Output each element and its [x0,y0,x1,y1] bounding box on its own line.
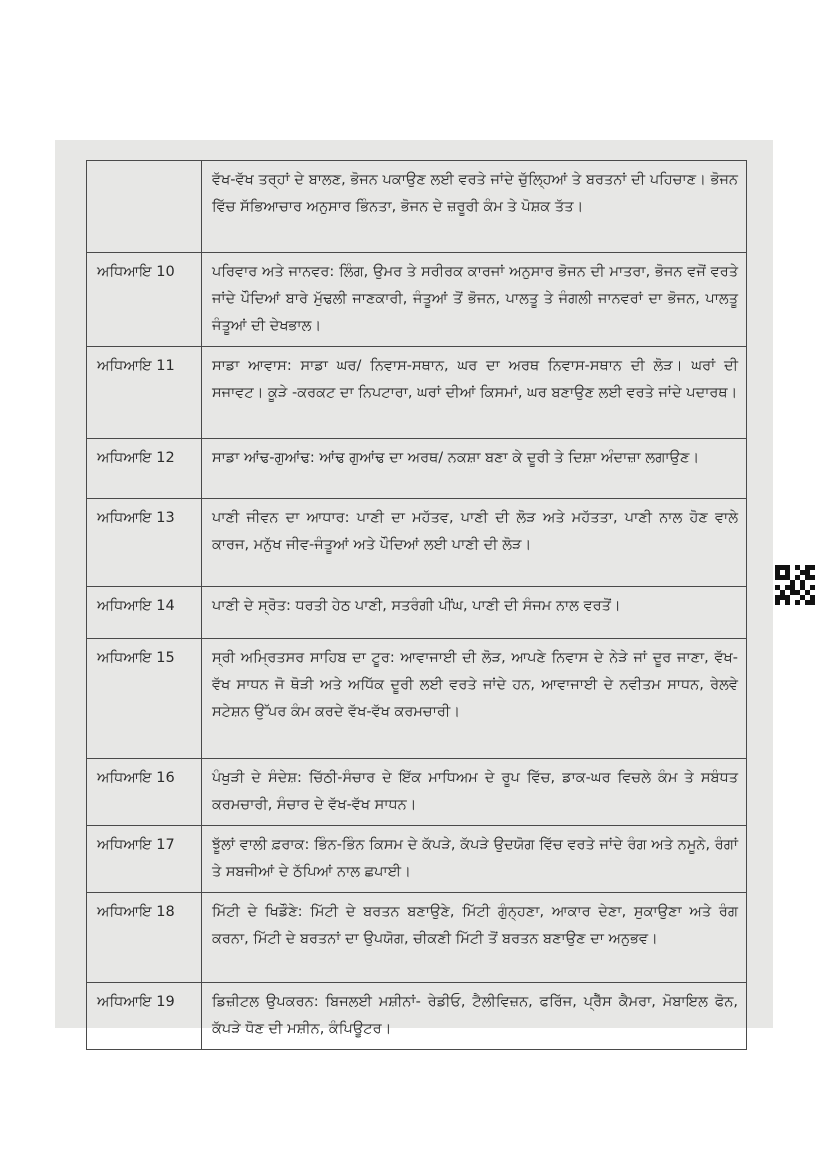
content-cell: ਪਰਿਵਾਰ ਅਤੇ ਜਾਨਵਰ: ਲਿੰਗ, ਉਮਰ ਤੇ ਸਰੀਰਕ ਕਾਰਜਾਂ ਅਨੁਸਾਰ ਭੋਜਨ ਦੀ ਮਾਤਰਾ, ਭੋਜਨ ਵਜੋਂ ਵਰਤੇ ਜਾਂਦੇ ਪੌਦਿਆਂ ਬਾਰੇ ਮੁੱਢਲੀ ਜਾਣਕਾਰੀ, ਜੰਤੂਆਂ ਤੋਂ ਭੋਜਨ, ਪਾਲਤੂ ਤੇ ਜੰਗਲੀ ਜਾਨਵਰਾਂ ਦਾ ਭੋਜਨ, ਪਾਲਤੂ ਜੰਤੂਆਂ ਦੀ ਦੇਖਭਾਲ। [202,253,747,347]
table-row [87,499,747,587]
content-cell: ਸਾਡਾ ਆਵਾਸ: ਸਾਡਾ ਘਰ/ ਨਿਵਾਸ-ਸਥਾਨ, ਘਰ ਦਾ ਅਰਥ ਨਿਵਾਸ-ਸਥਾਨ ਦੀ ਲੋੜ। ਘਰਾਂ ਦੀ ਸਜਾਵਟ। ਕੂੜੇ -ਕਰਕਟ ਦਾ ਨਿਪਟਾਰਾ, ਘਰਾਂ ਦੀਆਂ ਕਿਸਮਾਂ, ਘਰ ਬਣਾਉਣ ਲਈ ਵਰਤੇ ਜਾਂਦੇ ਪਦਾਰਥ। [202,347,747,439]
table-row [87,439,747,499]
chapter-cell: ਅਧਿਆਇ 19 [87,983,202,1050]
table-row [87,347,747,439]
table-row [87,759,747,826]
chapter-cell: ਅਧਿਆਇ 13 [87,499,202,587]
table-row [87,253,747,347]
table-row [87,161,747,253]
qr-code-icon[interactable] [775,565,815,605]
table-row [87,983,747,1050]
table-row [87,639,747,759]
table-row [87,587,747,639]
content-cell: ਵੱਖ-ਵੱਖ ਤਰ੍ਹਾਂ ਦੇ ਬਾਲਣ, ਭੋਜਨ ਪਕਾਉਣ ਲਈ ਵਰਤੇ ਜਾਂਦੇ ਚੁੱਲ੍ਹਿਆਂ ਤੇ ਬਰਤਨਾਂ ਦੀ ਪਹਿਚਾਣ। ਭੋਜਨ ਵਿੱਚ ਸੱਭਿਆਚਾਰ ਅਨੁਸਾਰ ਭਿੰਨਤਾ, ਭੋਜਨ ਦੇ ਜ਼ਰੂਰੀ ਕੰਮ ਤੇ ਪੋਸ਼ਕ ਤੱਤ। [202,161,747,253]
content-cell: ਮਿੱਟੀ ਦੇ ਖਿਡੌਣੇ: ਮਿੱਟੀ ਦੇ ਬਰਤਨ ਬਣਾਉਣੇ, ਮਿੱਟੀ ਗੁੰਨ੍ਹਣਾ, ਆਕਾਰ ਦੇਣਾ, ਸੁਕਾਉਣਾ ਅਤੇ ਰੰਗ ਕਰਨਾ, ਮਿੱਟੀ ਦੇ ਬਰਤਨਾਂ ਦਾ ਉਪਯੋਗ, ਚੀਕਣੀ ਮਿੱਟੀ ਤੋਂ ਬਰਤਨ ਬਣਾਉਣ ਦਾ ਅਨੁਭਵ। [202,893,747,983]
content-cell: ਪਾਣੀ ਜੀਵਨ ਦਾ ਆਧਾਰ: ਪਾਣੀ ਦਾ ਮਹੱਤਵ, ਪਾਣੀ ਦੀ ਲੋੜ ਅਤੇ ਮਹੱਤਤਾ, ਪਾਣੀ ਨਾਲ ਹੋਣ ਵਾਲੇ ਕਾਰਜ, ਮਨੁੱਖ ਜੀਵ-ਜੰਤੂਆਂ ਅਤੇ ਪੌਦਿਆਂ ਲਈ ਪਾਣੀ ਦੀ ਲੋੜ। [202,499,747,587]
content-cell: ਪੰਖੁੜੀ ਦੇ ਸੰਦੇਸ਼: ਚਿੱਠੀ-ਸੰਚਾਰ ਦੇ ਇੱਕ ਮਾਧਿਅਮ ਦੇ ਰੂਪ ਵਿੱਚ, ਡਾਕ-ਘਰ ਵਿਚਲੇ ਕੰਮ ਤੇ ਸਬੰਧਤ ਕਰਮਚਾਰੀ, ਸੰਚਾਰ ਦੇ ਵੱਖ-ਵੱਖ ਸਾਧਨ। [202,759,747,826]
chapter-cell: ਅਧਿਆਇ 11 [87,347,202,439]
table-row [87,826,747,893]
content-cell: ਝੂੱਲਾਂ ਵਾਲੀ ਫ਼ਰਾਕ: ਭਿੰਨ-ਭਿੰਨ ਕਿਸਮ ਦੇ ਕੱਪੜੇ, ਕੱਪੜੇ ਉਦਯੋਗ ਵਿੱਚ ਵਰਤੇ ਜਾਂਦੇ ਰੰਗ ਅਤੇ ਨਮੂਨੇ, ਰੰਗਾਂ ਤੇ ਸਬਜੀਆਂ ਦੇ ਠੱਪਿਆਂ ਨਾਲ ਛਪਾਈ। [202,826,747,893]
table-row [87,893,747,983]
chapter-cell: ਅਧਿਆਇ 10 [87,253,202,347]
chapter-cell: ਅਧਿਆਇ 12 [87,439,202,499]
content-cell: ਡਿਜ਼ੀਟਲ ਉਪਕਰਨ: ਬਿਜਲਈ ਮਸ਼ੀਨਾਂ- ਰੇਡੀਓ, ਟੈਲੀਵਿਜ਼ਨ, ਫਰਿੱਜ, ਪ੍ਰੈੱਸ ਕੈਮਰਾ, ਮੋਬਾਇਲ ਫੋਨ, ਕੱਪੜੇ ਧੋਣ ਦੀ ਮਸ਼ੀਨ, ਕੰਪਿਊਟਰ। [202,983,747,1050]
chapter-cell: ਅਧਿਆਇ 18 [87,893,202,983]
chapter-cell [87,161,202,253]
chapter-cell: ਅਧਿਆਇ 16 [87,759,202,826]
content-cell: ਪਾਣੀ ਦੇ ਸ੍ਰੋਤ: ਧਰਤੀ ਹੇਠ ਪਾਣੀ, ਸਤਰੰਗੀ ਪੀਂਘ, ਪਾਣੀ ਦੀ ਸੰਜਮ ਨਾਲ ਵਰਤੋਂ। [202,587,747,639]
chapter-cell: ਅਧਿਆਇ 17 [87,826,202,893]
content-cell: ਸ੍ਰੀ ਅਮ੍ਰਿਤਸਰ ਸਾਹਿਬ ਦਾ ਟੂਰ: ਆਵਾਜਾਈ ਦੀ ਲੋੜ, ਆਪਣੇ ਨਿਵਾਸ ਦੇ ਨੇੜੇ ਜਾਂ ਦੂਰ ਜਾਣਾ, ਵੱਖ-ਵੱਖ ਸਾਧਨ ਜੋ ਥੋੜੀ ਅਤੇ ਅਧਿੱਕ ਦੂਰੀ ਲਈ ਵਰਤੇ ਜਾਂਦੇ ਹਨ, ਆਵਾਜਾਈ ਦੇ ਨਵੀਤਮ ਸਾਧਨ, ਰੇਲਵੇ ਸਟੇਸ਼ਨ ਉੱਪਰ ਕੰਮ ਕਰਦੇ ਵੱਖ-ਵੱਖ ਕਰਮਚਾਰੀ। [202,639,747,759]
content-cell: ਸਾਡਾ ਆਂਢ-ਗੁਆਂਢ: ਆਂਢ ਗੁਆਂਢ ਦਾ ਅਰਥ/ ਨਕਸ਼ਾ ਬਣਾ ਕੇ ਦੂਰੀ ਤੇ ਦਿਸ਼ਾ ਅੰਦਾਜ਼ਾ ਲਗਾਉਣ। [202,439,747,499]
syllabus-table [86,160,747,1050]
chapter-cell: ਅਧਿਆਇ 14 [87,587,202,639]
chapter-cell: ਅਧਿਆਇ 15 [87,639,202,759]
